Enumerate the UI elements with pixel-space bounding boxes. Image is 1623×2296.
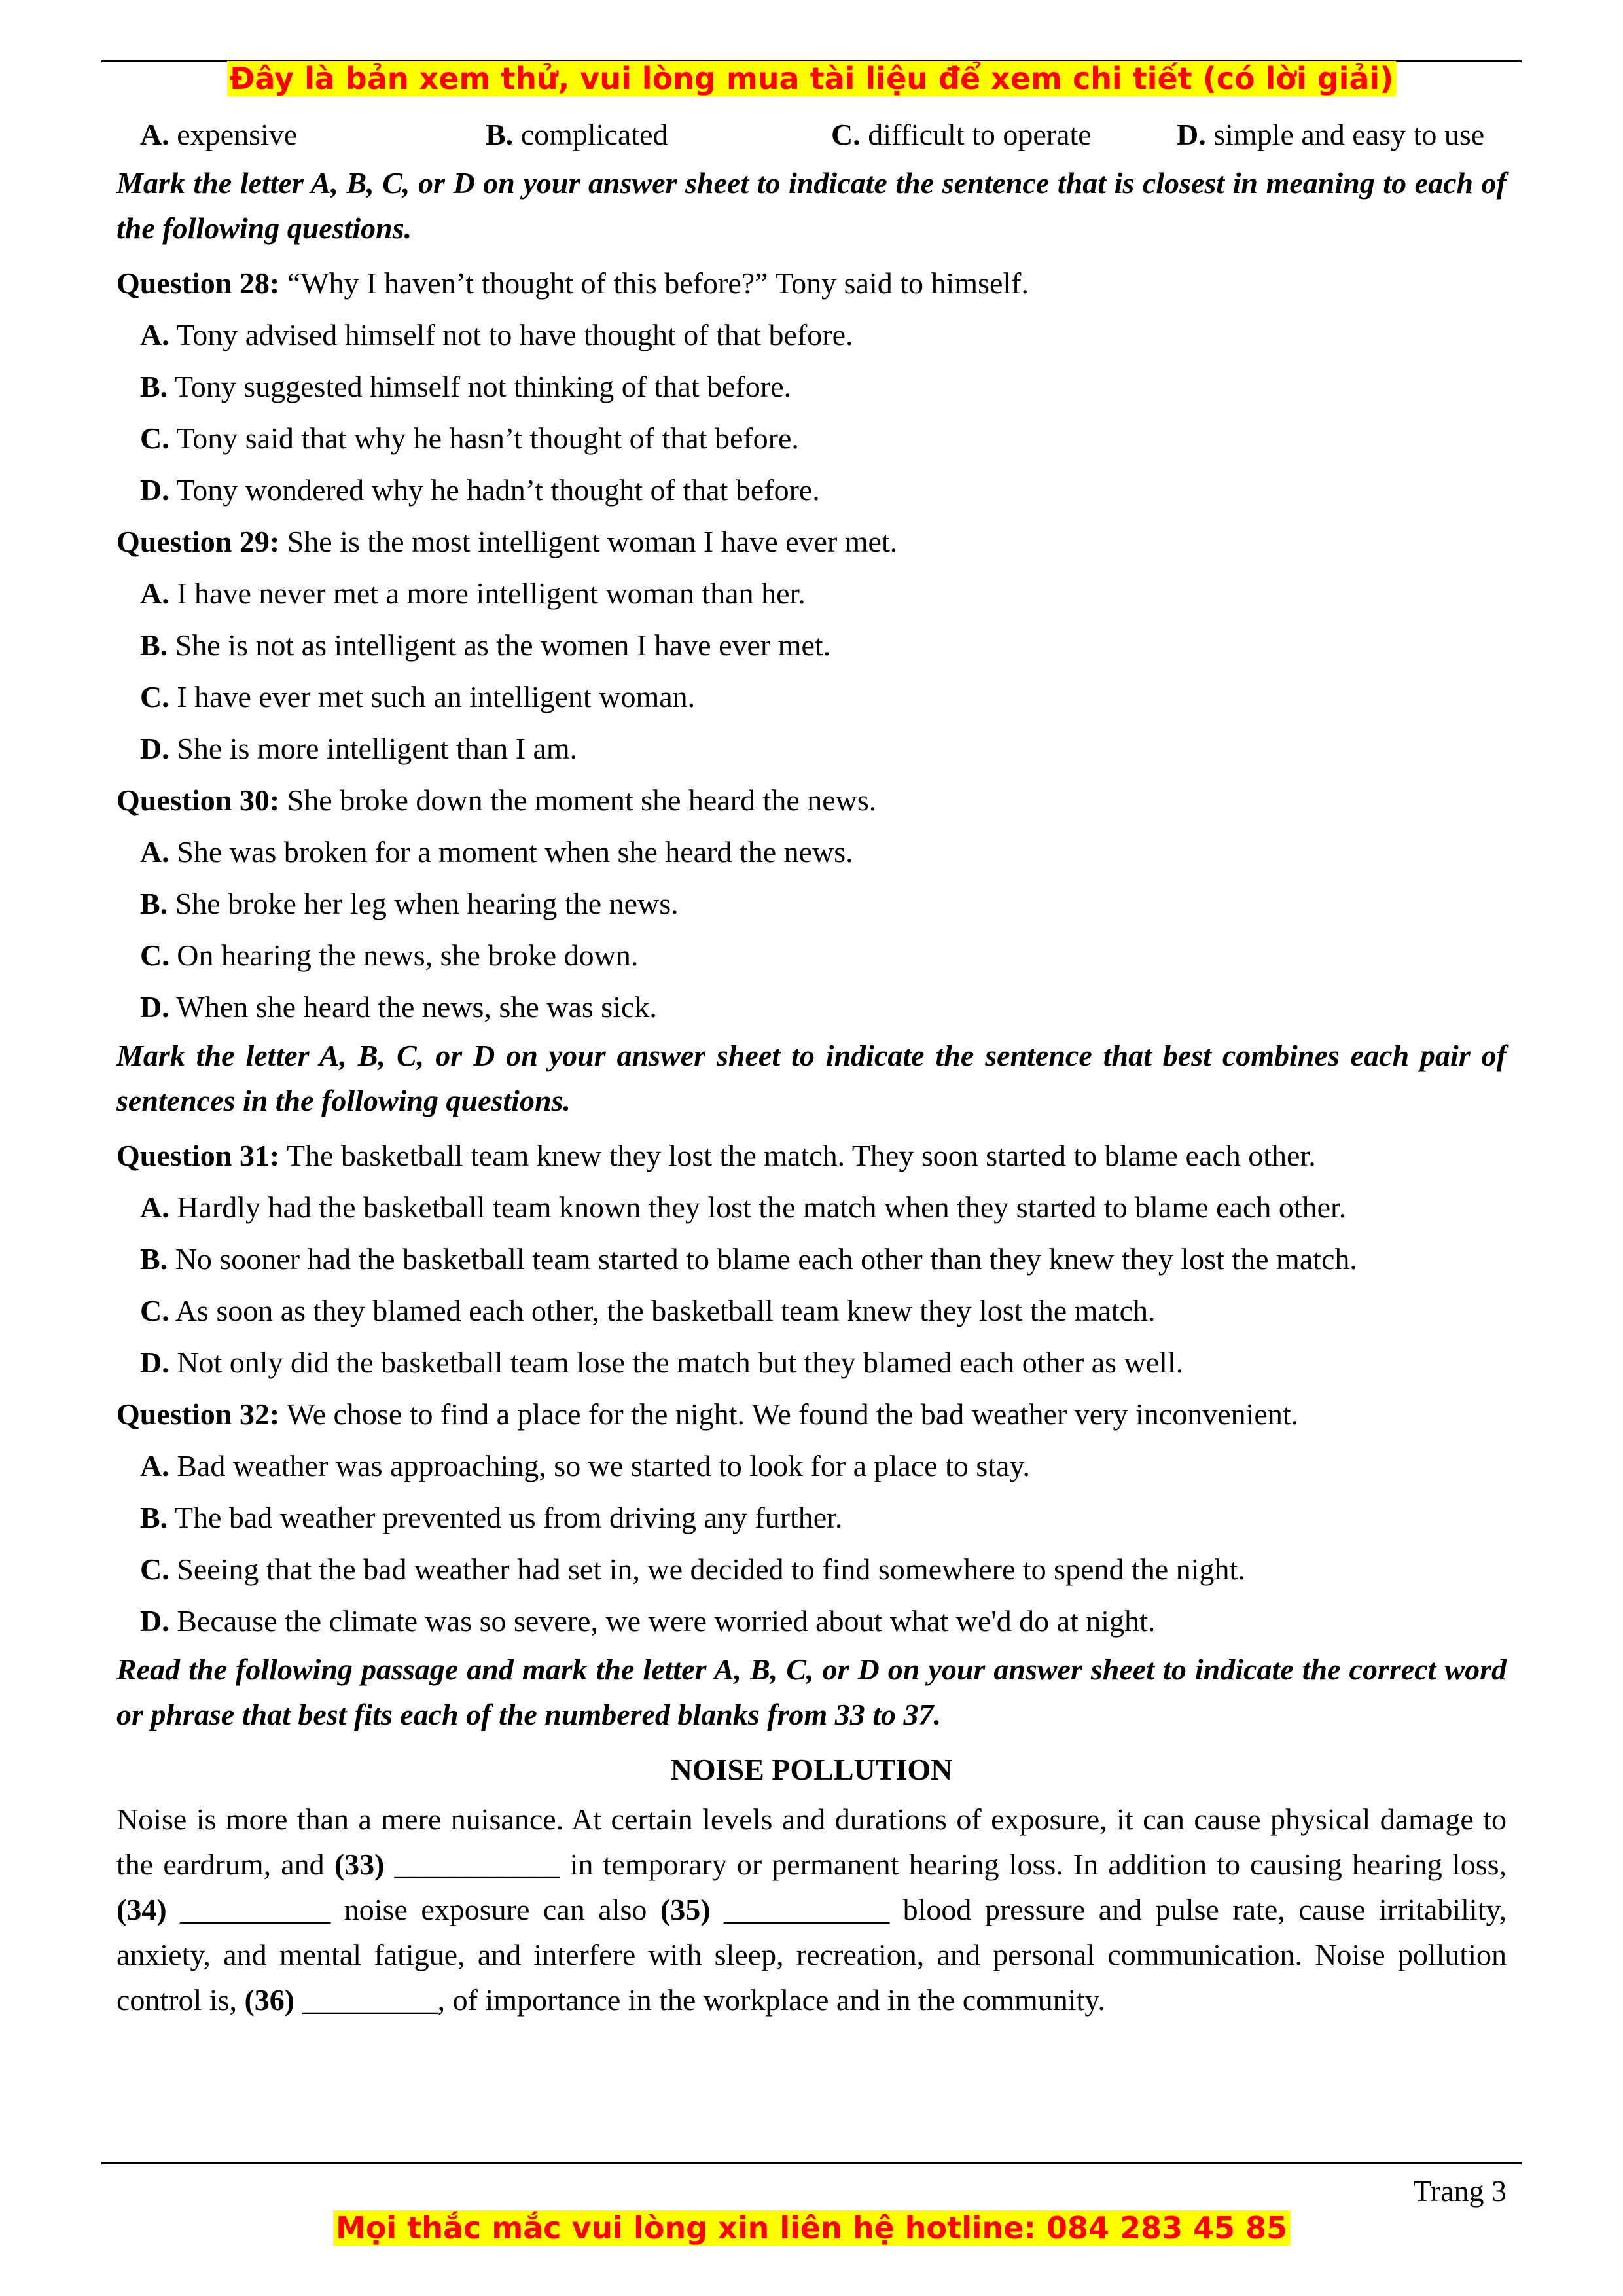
q30-option-a: A. She was broken for a moment when she heard the news. <box>140 835 853 869</box>
q29-option-b: B. She is not as intelligent as the women I have ever met. <box>140 628 831 662</box>
q27-options <box>116 109 1507 160</box>
q30-option-d: D. When she heard the news, she was sick. <box>140 990 657 1024</box>
header-banner <box>0 59 1623 98</box>
passage-text: Noise is more than a mere nuisance. At certain levels and durations of exposure, it can cause physical damage to the eardrum, and (33) ___________ in temporary or permanent hearing loss. In addition to causing hearing loss, (34) __________ noise exposure can also (35) ___________ blood pressure and pulse rate, cause irritability, anxiety, and mental fatigue, and interfere with sleep, recreation, and personal communication. Noise pollution control is, (36) _________, of importance in the workplace and in the community. <box>116 1803 1507 2017</box>
q32-option-c: C. Seeing that the bad weather had set in, we decided to find somewhere to spend the night. <box>140 1552 1245 1586</box>
q30-option-c: C. On hearing the news, she broke down. <box>140 939 639 972</box>
q32-option-b: B. The bad weather prevented us from driving any further. <box>140 1501 843 1534</box>
footer-banner <box>0 2208 1623 2248</box>
blank-34: (34) <box>116 1893 167 1926</box>
question-30: Question 30: She broke down the moment she heard the news. <box>116 783 877 817</box>
option-a: A. expensive <box>140 118 298 151</box>
footer-rule <box>101 2162 1522 2164</box>
option-b: B. complicated <box>486 118 668 151</box>
q31-option-a: A. Hardly had the basketball team known they lost the match when they started to blame each other. <box>140 1191 1347 1224</box>
passage-title: NOISE POLLUTION <box>670 1753 953 1786</box>
q28-option-c: C. Tony said that why he hasn’t thought of that before. <box>140 422 799 455</box>
question-28: Question 28: “Why I haven’t thought of this before?” Tony said to himself. <box>116 266 1029 300</box>
option-d: D. simple and easy to use <box>1177 118 1485 151</box>
q28-option-d: D. Tony wondered why he hadn’t thought of that before. <box>140 473 820 507</box>
blank-33: (33) <box>334 1848 385 1881</box>
q31-option-c: C. As soon as they blamed each other, the basketball team knew they lost the match. <box>140 1294 1156 1327</box>
q32-option-d: D. Because the climate was so severe, we were worried about what we'd do at night. <box>140 1604 1156 1638</box>
option-c: C. difficult to operate <box>831 118 1092 151</box>
q30-option-b: B. She broke her leg when hearing the news. <box>140 887 679 920</box>
footer-banner-text: Mọi thắc mắc vui lòng xin liên hệ hotline: 084 283 45 85 <box>333 2210 1290 2246</box>
q28-option-b: B. Tony suggested himself not thinking of that before. <box>140 370 792 403</box>
q29-option-a: A. I have never met a more intelligent woman than her. <box>140 577 806 610</box>
header-banner-text: Đây là bản xem thử, vui lòng mua tài liệu để xem chi tiết (có lời giải) <box>227 61 1396 96</box>
question-31: Question 31: The basketball team knew they lost the match. They soon started to blame each other. <box>116 1139 1316 1172</box>
q31-option-d: D. Not only did the basketball team lose the match but they blamed each other as well. <box>140 1346 1184 1379</box>
question-29: Question 29: She is the most intelligent woman I have ever met. <box>116 525 898 558</box>
instruction-combine: Mark the letter A, B, C, or D on your answer sheet to indicate the sentence that best combines each pair of sentences in the following questions. <box>116 1039 1507 1117</box>
blank-35: (35) <box>660 1893 711 1926</box>
instruction-closest-meaning: Mark the letter A, B, C, or D on your answer sheet to indicate the sentence that is closest in meaning to each of the following questions. <box>116 166 1507 245</box>
q29-option-d: D. She is more intelligent than I am. <box>140 732 578 765</box>
page-number: Trang 3 <box>1413 2174 1507 2208</box>
q32-option-a: A. Bad weather was approaching, so we started to look for a place to stay. <box>140 1449 1030 1482</box>
blank-36: (36) <box>244 1983 295 2017</box>
q28-option-a: A. Tony advised himself not to have thought of that before. <box>140 318 853 351</box>
q31-option-b: B. No sooner had the basketball team started to blame each other than they knew they lost the match. <box>140 1242 1357 1276</box>
question-32: Question 32: We chose to find a place for the night. We found the bad weather very inconvenient. <box>116 1397 1299 1431</box>
q29-option-c: C. I have ever met such an intelligent woman. <box>140 680 696 713</box>
instruction-passage: Read the following passage and mark the letter A, B, C, or D on your answer sheet to indicate the correct word or phrase that best fits each of the numbered blanks from 33 to 37. <box>116 1653 1507 1731</box>
page-content <box>116 109 1507 2022</box>
